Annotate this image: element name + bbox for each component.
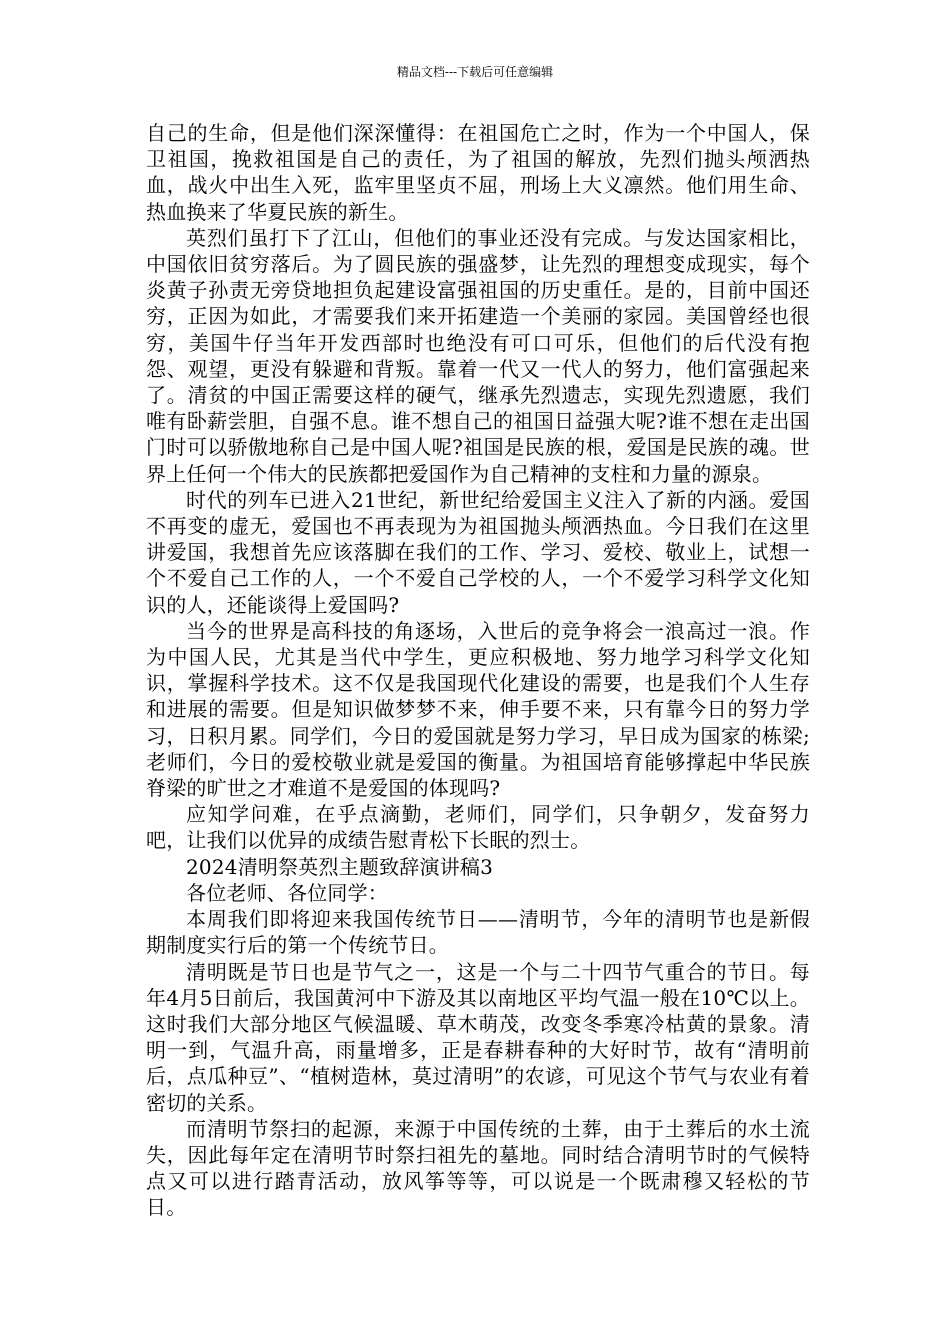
paragraph: 当今的世界是高科技的角逐场，入世后的竞争将会一浪高过一浪。作为中国人民，尤其是当代中学生，更应积极地、努力地学习科学文化知识，掌握科学技术。这不仅是我国现代化建设的需要，也是我们个人生存和进展的需要。但是知识做梦梦不来，伸手要不来，只有靠今日的努力学习，日积月累。同学们，今日的爱国就是努力学习，早日成为国家的栋梁;老师们，今日的爱校敬业就是爱国的衡量。为祖国培育能够撑起中华民族脊梁的旷世之才难道不是爱国的体现吗?: [146, 618, 810, 801]
salutation: 各位老师、各位同学：: [186, 880, 388, 905]
paragraph: 清明既是节日也是节气之一，这是一个与二十四节气重合的节日。每年4月5日前后，我国黄河中下游及其以南地区平均气温一般在10℃以上。这时我们大部分地区气候温暖、草木萌茂，改变冬季寒冷枯黄的景象。清明一到，气温升高，雨量增多，正是春耕春种的大好时节，故有“清明前后，点瓜种豆”、“植树造林，莫过清明”的农谚，可见这个节气与农业有着密切的关系。: [146, 959, 810, 1115]
page-header: 精品文档---下载后可任意编辑: [396, 65, 554, 79]
paragraph: 应知学问难，在乎点滴勤，老师们，同学们，只争朝夕，发奋努力吧，让我们以优异的成绩告慰青松下长眠的烈士。: [146, 802, 810, 853]
paragraph: 本周我们即将迎来我国传统节日——清明节，今年的清明节也是新假期制度实行后的第一个传统节日。: [146, 907, 810, 958]
paragraph: 自己的生命，但是他们深深懂得：在祖国危亡之时，作为一个中国人，保卫祖国，挽救祖国是自己的责任，为了祖国的解放，先烈们抛头颅洒热血，战火中出生入死，监牢里坚贞不屈，刑场上大义凛然。他们用生命、热血换来了华夏民族的新生。: [146, 121, 810, 224]
paragraph: 英烈们虽打下了江山，但他们的事业还没有完成。与发达国家相比，中国依旧贫穷落后。为了圆民族的强盛梦，让先烈的理想变成现实，每个炎黄子孙责无旁贷地担负起建设富强祖国的历史重任。是的，目前中国还穷，正因为如此，才需要我们来开拓建造一个美丽的家园。美国曾经也很穷，美国牛仔当年开发西部时也绝没有可口可乐，但他们的后代没有抱怨、观望，更没有躲避和背叛。靠着一代又一代人的努力，他们富强起来了。清贫的中国正需要这样的硬气，继承先烈遗志，实现先烈遗愿，我们唯有卧薪尝胆，自强不息。谁不想自己的祖国日益强大呢?谁不想在走出国门时可以骄傲地称自己是中国人呢?祖国是民族的根，爱国是民族的魂。世界上任何一个伟大的民族都把爱国作为自己精神的支柱和力量的源泉。: [146, 225, 810, 486]
paragraph: 时代的列车已进入21世纪，新世纪给爱国主义注入了新的内涵。爱国不再变的虚无，爱国也不再表现为为祖国抛头颅洒热血。今日我们在这里讲爱国，我想首先应该落脚在我们的工作、学习、爱校、敬业上，试想一个不爱自己工作的人，一个不爱自己学校的人，一个不爱学习科学文化知识的人，还能谈得上爱国吗?: [146, 487, 810, 617]
document-body: [146, 120, 810, 1221]
paragraph: 而清明节祭扫的起源，来源于中国传统的土葬，由于土葬后的水土流失，因此每年定在清明节时祭扫祖先的墓地。同时结合清明节时的气候特点又可以进行踏青活动，放风筝等等，可以说是一个既肃穆又轻松的节日。: [146, 1116, 810, 1220]
section-title: 2024清明祭英烈主题致辞演讲稿3: [186, 854, 494, 879]
